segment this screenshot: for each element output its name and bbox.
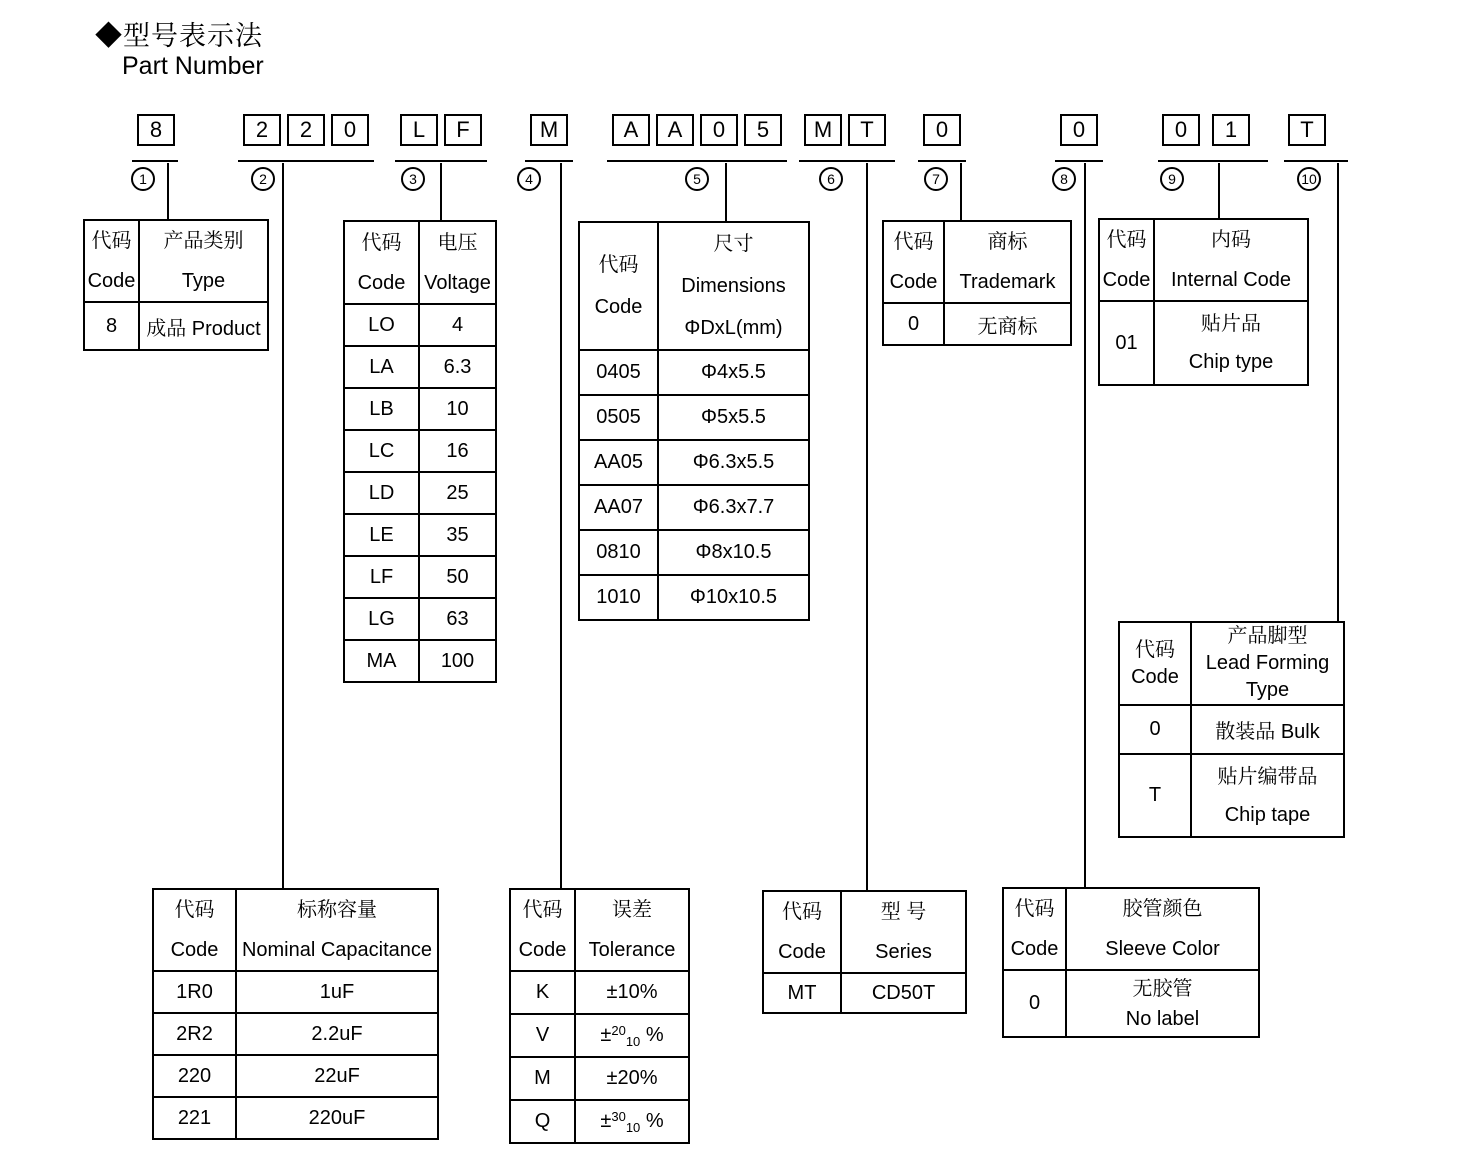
header-series: 型 号 Series bbox=[841, 891, 966, 973]
part-number-box: T bbox=[1288, 114, 1326, 146]
table-header-row bbox=[153, 889, 438, 971]
segment-underline-3 bbox=[395, 160, 487, 162]
trademark-table bbox=[882, 220, 1072, 346]
part-number-box: M bbox=[804, 114, 842, 146]
header-voltage: 电压 Voltage bbox=[419, 221, 496, 304]
part-number-box: 8 bbox=[137, 114, 175, 146]
table-row bbox=[153, 971, 438, 1013]
cell-code: T bbox=[1119, 754, 1191, 837]
cell-value: Φ5x5.5 bbox=[658, 395, 809, 440]
header-code: 代码 Code bbox=[579, 222, 658, 350]
circled-number-5: 5 bbox=[685, 167, 709, 191]
cell-value: 贴片品 Chip type bbox=[1154, 301, 1308, 385]
cell-value: 63 bbox=[419, 598, 496, 640]
table-row bbox=[153, 1013, 438, 1055]
header-code: 代码 Code bbox=[1099, 219, 1154, 301]
part-number-box: 0 bbox=[331, 114, 369, 146]
cell-code: 0405 bbox=[579, 350, 658, 395]
table-header-row bbox=[1099, 219, 1308, 301]
cell-value: Φ4x5.5 bbox=[658, 350, 809, 395]
circled-number-3: 3 bbox=[401, 167, 425, 191]
table-row bbox=[1119, 705, 1344, 754]
table-row bbox=[344, 556, 496, 598]
type-table bbox=[83, 219, 269, 351]
cell-code: 0505 bbox=[579, 395, 658, 440]
header-tolerance: 误差 Tolerance bbox=[575, 889, 689, 971]
table-row bbox=[510, 1014, 689, 1057]
table-row bbox=[1119, 754, 1344, 837]
cell-value: CD50T bbox=[841, 973, 966, 1013]
dimensions-table bbox=[578, 221, 810, 621]
header-code: 代码 Code bbox=[1119, 622, 1191, 705]
cell-value: 22uF bbox=[236, 1055, 438, 1097]
cell-value: ±10% bbox=[575, 971, 689, 1014]
segment-underline-5 bbox=[607, 160, 787, 162]
circled-number-4: 4 bbox=[517, 167, 541, 191]
segment-underline-1 bbox=[132, 160, 178, 162]
header-code: 代码 Code bbox=[344, 221, 419, 304]
capacitance-table bbox=[152, 888, 439, 1140]
table-row bbox=[153, 1055, 438, 1097]
cell-code: LA bbox=[344, 346, 419, 388]
cell-value: Φ10x10.5 bbox=[658, 575, 809, 620]
table-row bbox=[579, 530, 809, 575]
cell-code: 221 bbox=[153, 1097, 236, 1139]
connector-line-8 bbox=[1084, 163, 1086, 887]
cell-code: LC bbox=[344, 430, 419, 472]
header-code: 代码 Code bbox=[510, 889, 575, 971]
header-capacitance: 标称容量 Nominal Capacitance bbox=[236, 889, 438, 971]
segment-underline-8 bbox=[1055, 160, 1103, 162]
cell-code: 01 bbox=[1099, 301, 1154, 385]
header-type: 产品类别 Type bbox=[139, 220, 268, 302]
header-sleeve-color: 胶管颜色 Sleeve Color bbox=[1066, 888, 1259, 970]
part-number-box: 0 bbox=[700, 114, 738, 146]
cell-value: 2.2uF bbox=[236, 1013, 438, 1055]
cell-code: M bbox=[510, 1057, 575, 1100]
part-number-box: 0 bbox=[1162, 114, 1200, 146]
part-number-box: 0 bbox=[1060, 114, 1098, 146]
table-row bbox=[579, 485, 809, 530]
lead-forming-table bbox=[1118, 621, 1345, 838]
table-header-row bbox=[579, 222, 809, 350]
segment-underline-6 bbox=[799, 160, 895, 162]
segment-underline-9 bbox=[1158, 160, 1268, 162]
connector-line-4 bbox=[560, 163, 562, 888]
cell-code: 1010 bbox=[579, 575, 658, 620]
table-row bbox=[344, 346, 496, 388]
connector-line-10 bbox=[1337, 163, 1339, 621]
cell-value: Φ8x10.5 bbox=[658, 530, 809, 575]
cell-value: 100 bbox=[419, 640, 496, 682]
series-table bbox=[762, 890, 967, 1014]
page-title-en: Part Number bbox=[122, 52, 264, 80]
table-row bbox=[153, 1097, 438, 1139]
table-header-row bbox=[1003, 888, 1259, 970]
circled-number-10: 10 bbox=[1297, 167, 1321, 191]
cell-value: 贴片编带品 Chip tape bbox=[1191, 754, 1344, 837]
cell-value: Φ6.3x7.7 bbox=[658, 485, 809, 530]
cell-code: 0810 bbox=[579, 530, 658, 575]
table-row bbox=[883, 303, 1071, 345]
part-number-box: F bbox=[444, 114, 482, 146]
cell-value: ±$^{30}_{10}$ % bbox=[575, 1100, 689, 1143]
cell-code: LF bbox=[344, 556, 419, 598]
sleeve-color-table bbox=[1002, 887, 1260, 1038]
header-code: 代码 Code bbox=[883, 221, 944, 303]
table-row bbox=[344, 514, 496, 556]
cell-code: LE bbox=[344, 514, 419, 556]
header-lead-forming: 产品脚型 Lead Forming Type bbox=[1191, 622, 1344, 705]
part-number-box: 5 bbox=[744, 114, 782, 146]
cell-code: LD bbox=[344, 472, 419, 514]
connector-line-6 bbox=[866, 163, 868, 890]
cell-code: LB bbox=[344, 388, 419, 430]
cell-value: 无商标 bbox=[944, 303, 1071, 345]
table-row bbox=[510, 1057, 689, 1100]
circled-number-7: 7 bbox=[924, 167, 948, 191]
cell-value: 16 bbox=[419, 430, 496, 472]
page-title-zh: ◆型号表示法 bbox=[95, 21, 263, 51]
cell-code: MT bbox=[763, 973, 841, 1013]
cell-value: 成品 Product bbox=[139, 302, 268, 350]
voltage-table bbox=[343, 220, 497, 683]
cell-code: 0 bbox=[1003, 970, 1066, 1037]
table-row bbox=[1003, 970, 1259, 1037]
header-code: 代码 Code bbox=[84, 220, 139, 302]
segment-underline-2 bbox=[238, 160, 374, 162]
cell-code: 220 bbox=[153, 1055, 236, 1097]
part-number-box: L bbox=[400, 114, 438, 146]
cell-code: Q bbox=[510, 1100, 575, 1143]
connector-line-9 bbox=[1218, 163, 1220, 218]
part-number-box: A bbox=[612, 114, 650, 146]
internal-code-table bbox=[1098, 218, 1309, 386]
cell-code: AA05 bbox=[579, 440, 658, 485]
cell-code: AA07 bbox=[579, 485, 658, 530]
header-code: 代码 Code bbox=[1003, 888, 1066, 970]
cell-value: 1uF bbox=[236, 971, 438, 1013]
cell-code: MA bbox=[344, 640, 419, 682]
circled-number-8: 8 bbox=[1052, 167, 1076, 191]
cell-value: 4 bbox=[419, 304, 496, 346]
cell-code: 8 bbox=[84, 302, 139, 350]
cell-code: LG bbox=[344, 598, 419, 640]
cell-code: 0 bbox=[1119, 705, 1191, 754]
table-row bbox=[1099, 301, 1308, 385]
table-row bbox=[510, 1100, 689, 1143]
table-row bbox=[344, 472, 496, 514]
table-row bbox=[579, 395, 809, 440]
table-row bbox=[579, 350, 809, 395]
table-header-row bbox=[344, 221, 496, 304]
table-row bbox=[344, 430, 496, 472]
circled-number-6: 6 bbox=[819, 167, 843, 191]
table-row bbox=[579, 575, 809, 620]
table-header-row bbox=[84, 220, 268, 302]
table-row bbox=[344, 388, 496, 430]
cell-code: K bbox=[510, 971, 575, 1014]
part-number-box: T bbox=[848, 114, 886, 146]
table-row bbox=[579, 440, 809, 485]
header-trademark: 商标 Trademark bbox=[944, 221, 1071, 303]
cell-code: 0 bbox=[883, 303, 944, 345]
cell-value: 50 bbox=[419, 556, 496, 598]
table-row bbox=[510, 971, 689, 1014]
header-dimensions: 尺寸 Dimensions ΦDxL(mm) bbox=[658, 222, 809, 350]
cell-value: 无胶管 No label bbox=[1066, 970, 1259, 1037]
header-code: 代码 Code bbox=[153, 889, 236, 971]
cell-value: 10 bbox=[419, 388, 496, 430]
cell-code: LO bbox=[344, 304, 419, 346]
part-number-box: 1 bbox=[1212, 114, 1250, 146]
connector-line-5 bbox=[725, 163, 727, 221]
circled-number-2: 2 bbox=[251, 167, 275, 191]
header-code: 代码 Code bbox=[763, 891, 841, 973]
cell-code: 2R2 bbox=[153, 1013, 236, 1055]
part-number-box: M bbox=[530, 114, 568, 146]
connector-line-1 bbox=[167, 163, 169, 219]
cell-code: V bbox=[510, 1014, 575, 1057]
part-number-box: A bbox=[656, 114, 694, 146]
tolerance-table bbox=[509, 888, 690, 1144]
circled-number-1: 1 bbox=[131, 167, 155, 191]
table-row bbox=[344, 598, 496, 640]
connector-line-2 bbox=[282, 163, 284, 888]
header-internal-code: 内码 Internal Code bbox=[1154, 219, 1308, 301]
part-number-box: 0 bbox=[923, 114, 961, 146]
part-number-box: 2 bbox=[287, 114, 325, 146]
circled-number-9: 9 bbox=[1160, 167, 1184, 191]
segment-underline-10 bbox=[1284, 160, 1348, 162]
cell-value: 220uF bbox=[236, 1097, 438, 1139]
table-row bbox=[84, 302, 268, 350]
part-number-box: 2 bbox=[243, 114, 281, 146]
table-row bbox=[763, 973, 966, 1013]
segment-underline-7 bbox=[918, 160, 966, 162]
connector-line-3 bbox=[440, 163, 442, 220]
connector-line-7 bbox=[960, 163, 962, 220]
cell-value: ±20% bbox=[575, 1057, 689, 1100]
table-row bbox=[344, 304, 496, 346]
cell-value: Φ6.3x5.5 bbox=[658, 440, 809, 485]
table-header-row bbox=[763, 891, 966, 973]
table-header-row bbox=[883, 221, 1071, 303]
segment-underline-4 bbox=[525, 160, 573, 162]
cell-value: ±$^{20}_{10}$ % bbox=[575, 1014, 689, 1057]
table-header-row bbox=[510, 889, 689, 971]
cell-value: 散装品 Bulk bbox=[1191, 705, 1344, 754]
cell-value: 6.3 bbox=[419, 346, 496, 388]
table-row bbox=[344, 640, 496, 682]
cell-value: 25 bbox=[419, 472, 496, 514]
table-header-row bbox=[1119, 622, 1344, 705]
cell-value: 35 bbox=[419, 514, 496, 556]
cell-code: 1R0 bbox=[153, 971, 236, 1013]
